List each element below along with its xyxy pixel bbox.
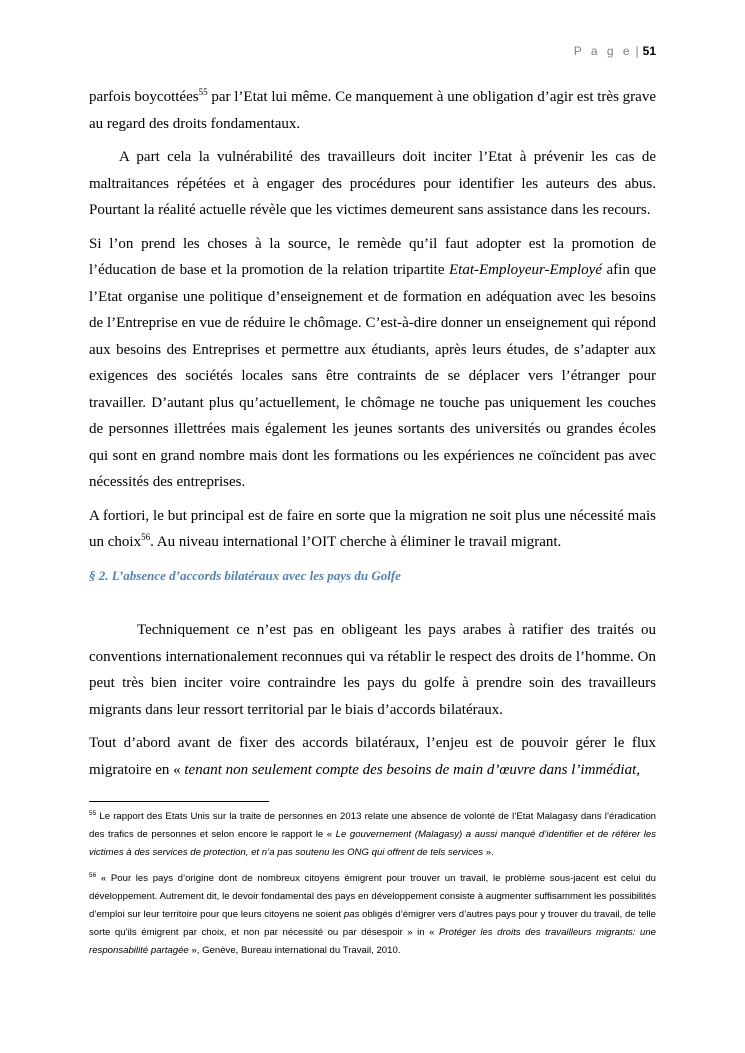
header-separator: |: [635, 44, 639, 58]
paragraph-6: [89, 730, 656, 783]
footnote-56-text-a: « Pour les pays d’origine dont de nombreux citoyens émigrent pour trouver un travail, le problème sous-jacent est celui du développement. Autrement dit, le devoir fondamental des pays en développement consiste à augmenter suffisamment les possibilités d’emploi sur leur territoire pour que leurs citoyens ne soient: [89, 873, 656, 920]
footnote-55-text-b: ».: [483, 847, 494, 858]
footnote-55: [89, 808, 656, 862]
footnote-56-number: 56: [89, 871, 97, 879]
paragraph-3-text-b: afin que l’Etat organise une politique d’enseignement et de formation en adéquation avec les besoins de l’Entreprise en vue de réduire le chômage. C’est-à-dire donner un enseignement qui répond aux besoins des Entreprises et permettre aux étudiants, après leurs études, de s’adapter aux exigences des sociétés locales sans être contraints de se déplacer vers l’étranger pour travailler. D’autant plus qu’actuellement, le chômage ne touche pas uniquement les couches de personnes illettrées mais également les jeunes sortants des universités ou grandes écoles qui sont en grand nombre mais dont les formations ou les expériences ne coïncident pas avec nécessités des entreprises.: [89, 262, 656, 490]
footnote-ref-55[interactable]: 55: [198, 87, 208, 97]
paragraph-4-text-a: A fortiori, le but principal est de faire en sorte que la migration ne soit plus une nécessité mais un choix: [89, 507, 656, 550]
paragraph-3-text-a: Si l’on prend les choses à la source, le remède qu’il faut adopter est la promotion de l’éducation de base et la promotion de la relation tripartite: [89, 235, 656, 278]
paragraph-4-text-b: . Au niveau international l’OIT cherche à éliminer le travail migrant.: [150, 534, 562, 550]
paragraph-3: [89, 231, 656, 496]
body-text: [89, 84, 656, 790]
footnote-55-text-a: Le rapport des Etats Unis sur la traite de personnes en 2013 relate une absence de volonté de l’Etat Malagasy dans l’éradication des trafics de personnes et selon encore le rapport le «: [89, 811, 656, 840]
footnote-56-text-b: obligés d’émigrer vers d’autres pays pour y trouver du travail, de telle sorte qu’ils émigrent par choix, et non par nécessité ou par désespoir » in «: [89, 909, 656, 938]
paragraph-2: A part cela la vulnérabilité des travailleurs doit inciter l’Etat à prévenir les cas de maltraitances répétées et à engager des procédures pour identifier les auteurs des abus. Pourtant la réalité actuelle révèle que les victimes demeurent sans assistance dans les recours.: [89, 149, 656, 218]
page-number: 51: [642, 44, 656, 58]
paragraph-1-text-b: par l’Etat lui même. Ce manquement à une obligation d’agir est très grave au regard des droits fondamentaux.: [89, 89, 656, 132]
footnote-55-emphasis: Le gouvernement (Malagasy) a aussi manqué d’identifier et de référer les victimes à des services de protection, et n’a pas soutenu les ONG qui offrent de tels services: [89, 829, 656, 858]
footnote-56-emphasis-1: pas: [343, 909, 360, 920]
footnote-56-text-c: », Genève, Bureau international du Travail, 2010.: [188, 945, 401, 956]
paragraph-6-emphasis: tenant non seulement compte des besoins de main d’œuvre dans l’immédiat,: [184, 761, 641, 778]
paragraph-1-text-a: parfois boycottées: [89, 89, 199, 105]
page-header: [574, 44, 656, 58]
section-heading: § 2. L’absence d’accords bilatéraux avec les pays du Golfe: [89, 567, 401, 583]
footnote-55-number: 55: [89, 809, 97, 817]
footnote-divider: [89, 801, 269, 802]
paragraph-1: [89, 84, 656, 137]
paragraph-3-emphasis: Etat-Employeur-Employé: [449, 262, 602, 278]
paragraph-6-text-a: Tout d’abord avant de fixer des accords bilatéraux, l’enjeu est de pouvoir gérer le flux migratoire en «: [89, 735, 656, 778]
footnote-56: [89, 870, 656, 960]
page-word: P a g e: [573, 44, 633, 58]
paragraph-5: Techniquement ce n’est pas en obligeant les pays arabes à ratifier des traités ou conventions internationalement reconnues qui va rétablir le respect des droits de l’homme. On peut très bien inciter voire contraindre les pays du golfe à prendre soin des travailleurs migrants dans leur ressort territorial par le biais d’accords bilatéraux.: [89, 622, 656, 718]
footnotes: [89, 808, 656, 968]
paragraph-4: [89, 503, 656, 556]
footnote-ref-56[interactable]: 56: [141, 532, 151, 542]
footnote-56-emphasis-2: Protéger les droits des travailleurs migrants: une responsabilité partagée: [89, 927, 657, 956]
